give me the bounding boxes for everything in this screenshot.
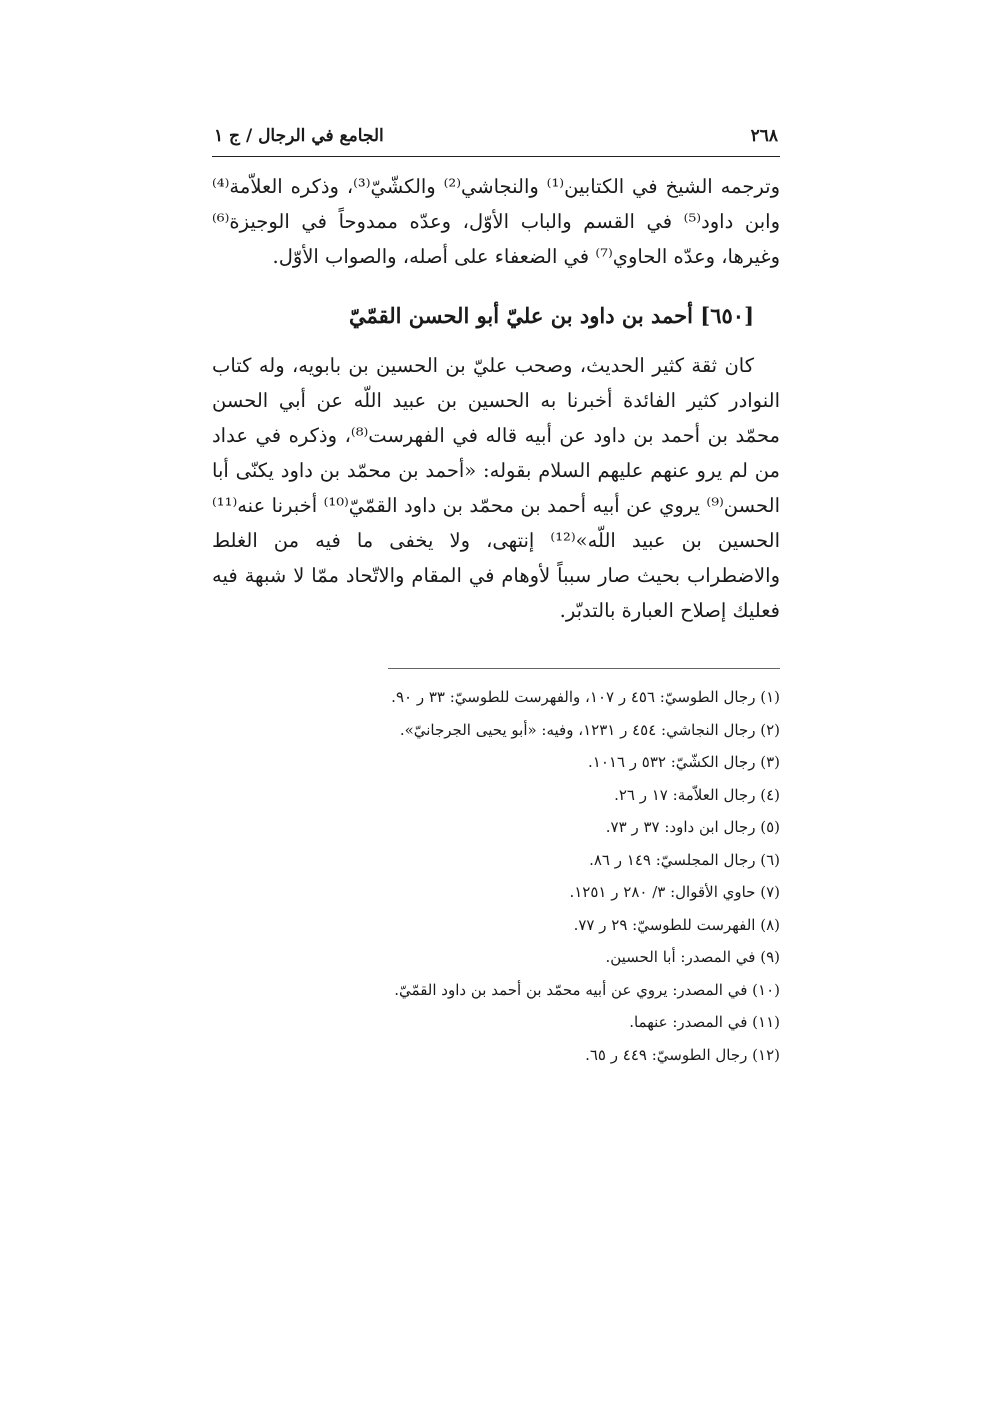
- footnote-separator: [388, 668, 780, 669]
- footnote-item: (٩) في المصدر: أبا الحسين.: [605, 948, 780, 966]
- entry-paragraph: كان ثقة كثير الحديث، وصحب عليّ بن الحسين بن بابويه، وله كتاب النوادر كثير الفائدة أخبرنا به الحسين بن عبيد اللّه عن أبي الحسن محمّد بن أحمد بن داود عن أبيه قاله في الفهرست⁽⁸⁾، وذكره في عداد من لم يرو عنهم عليهم السلام بقوله: «أحمد بن محمّد بن داود يكنّى أبا الحسن⁽⁹⁾ يروي عن أبيه أحمد بن محمّد بن داود القمّيّ⁽¹⁰⁾ أخبرنا عنه⁽¹¹⁾ الحسين بن عبيد اللّه»⁽¹²⁾ إنتهى، ولا يخفى ما فيه من الغلط والاضطراب بحيث صار سبباً لأوهام في المقام والاتّحاد ممّا لا شبهة فيه فعليك إصلاح العبارة بالتدبّر.: [212, 354, 780, 622]
- footnote-item: (١٠) في المصدر: يروي عن أبيه محمّد بن أحمد بن داود القمّيّ.: [394, 980, 780, 999]
- footnote-item: (٢) رجال النجاشي: ٤٥٤ ر ١٢٣١، وفيه: «أبو يحيى الجرجانيّ».: [399, 720, 780, 739]
- intro-paragraph: وترجمه الشيخ في الكتابين⁽¹⁾ والنجاشي⁽²⁾ والكشّيّ⁽³⁾، وذكره العلاّمة⁽⁴⁾ وابن داود⁽⁵⁾ في القسم والباب الأوّل، وعدّه ممدوحاً في الوجيزة⁽⁶⁾ وغيرها، وعدّه الحاوي⁽⁷⁾ في الضعفاء على أصله، والصواب الأوّل.: [212, 175, 780, 268]
- footnote-item: (٦) رجال المجلسيّ: ١٤٩ ر ٨٦.: [589, 850, 780, 869]
- page-number: ٢٦٨: [750, 126, 778, 146]
- footnote-item: (١) رجال الطوسيّ: ٤٥٦ ر ١٠٧، والفهرست للطوسيّ: ٣٣ ر ٩٠.: [391, 688, 780, 706]
- footnote-item: (١١) في المصدر: عنهما.: [629, 1013, 780, 1031]
- footnote-item: (٤) رجال العلاّمة: ١٧ ر ٢٦.: [614, 785, 780, 804]
- running-title: الجامع في الرجال / ج ١: [214, 126, 384, 146]
- footnotes-list: [212, 681, 780, 1071]
- footnote-item: (٧) حاوي الأقوال: ٣/ ٢٨٠ ر ١٢٥١.: [569, 883, 780, 901]
- book-page: [212, 120, 780, 1071]
- main-text: [212, 169, 780, 628]
- footnote-item: (٨) الفهرست للطوسيّ: ٢٩ ر ٧٧.: [573, 915, 780, 934]
- entry-heading: [٦٥٠] أحمد بن داود بن عليّ أبو الحسن القمّيّ: [348, 303, 754, 328]
- footnote-item: (٣) رجال الكشّيّ: ٥٣٢ ر ١٠١٦.: [588, 753, 780, 771]
- footnote-item: (١٢) رجال الطوسيّ: ٤٤٩ ر ٦٥.: [585, 1045, 780, 1064]
- page-header: [212, 120, 780, 157]
- footnote-item: (٥) رجال ابن داود: ٣٧ ر ٧٣.: [605, 818, 780, 836]
